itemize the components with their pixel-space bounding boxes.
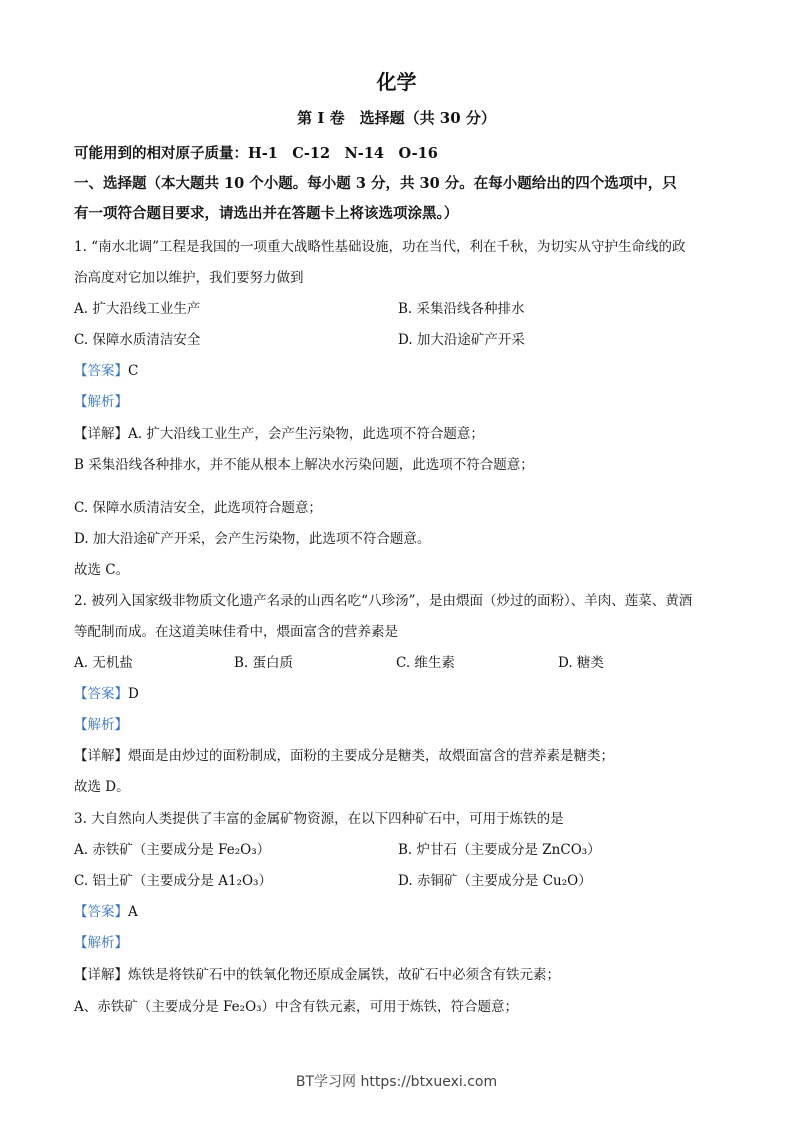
detail-text: 煨面是由炒过的面粉制成，面粉的主要成分是糖类，故煨面富含的营养素是糖类； [128,748,614,764]
page-title: 化学 [376,70,417,94]
page-subtitle: 第 I 卷 选择题（共 30 分） [297,109,496,127]
footer-watermark: BT学习网 https://btxuexi.com [295,1074,498,1090]
q2-option-c: C. 维生素 [396,655,455,671]
answer-value: D [128,686,139,702]
q1-stem-line2: 治高度对它加以维护，我们要努力做到 [74,270,304,286]
q2-stem-line2: 等配制而成。在这道美味佳肴中，煨面富含的营养素是 [74,624,398,640]
q1-option-c: C. 保障水质清洁安全 [74,332,201,348]
detail-label: 【详解】 [74,967,128,983]
q3-detail-line2: A、赤铁矿（主要成分是 Fe₂O₃）中含有铁元素，可用于炼铁，符合题意； [74,999,519,1015]
answer-value: C [128,363,139,379]
q1-analysis-label: 【解析】 [74,394,128,410]
answer-label: 【答案】 [74,686,128,702]
atomic-masses: 可能用到的相对原子质量：H-1 C-12 N-14 O-16 [74,145,438,162]
section-heading-line1: 一、选择题（本大题共 10 个小题。每小题 3 分，共 30 分。在每小题给出的四个选项中，只 [74,175,677,192]
q1-detail-line2: B 采集沿线各种排水，并不能从根本上解决水污染问题，此选项不符合题意； [74,457,534,473]
detail-label: 【详解】 [74,748,128,764]
q2-conclusion: 故选 D。 [74,779,130,795]
answer-value: A [128,904,138,920]
section-heading-line2: 有一项符合题目要求，请选出并在答题卡上将该选项涂黑。） [74,205,459,222]
q3-option-d: D. 赤铜矿（主要成分是 Cu₂O） [398,873,592,889]
answer-label: 【答案】 [74,904,128,920]
q1-detail-line3: C. 保障水质清洁安全，此选项符合题意； [74,500,322,516]
q3-option-b: B. 炉甘石（主要成分是 ZnCO₃） [398,842,601,858]
q1-detail-line4: D. 加大沿途矿产开采，会产生污染物，此选项不符合题意。 [74,531,431,547]
q1-stem-line1: 1. “南水北调”工程是我国的一项重大战略性基础设施，功在当代，利在千秋，为切实从守护生命线的政 [74,239,686,255]
q3-analysis-label: 【解析】 [74,935,128,951]
q2-option-d: D. 糖类 [558,655,604,671]
detail-text: 炼铁是将铁矿石中的铁氧化物还原成金属铁，故矿石中必须含有铁元素； [128,967,560,983]
answer-label: 【答案】 [74,363,128,379]
q1-option-d: D. 加大沿途矿产开采 [398,332,525,348]
q3-stem-line1: 3. 大自然向人类提供了丰富的金属矿物资源，在以下四种矿石中，可用于炼铁的是 [74,811,564,827]
detail-label: 【详解】 [74,426,128,442]
detail-text: A. 扩大沿线工业生产，会产生污染物，此选项不符合题意； [128,426,484,442]
q2-option-b: B. 蛋白质 [234,655,294,671]
q2-option-a: A. 无机盐 [74,655,133,671]
q3-option-c: C. 铝土矿（主要成分是 A1₂O₃） [74,873,272,889]
q3-detail-line1 [74,963,560,983]
q3-answer [74,900,138,920]
q2-answer [74,682,139,702]
q1-answer [74,359,138,379]
q2-stem-line1: 2. 被列入国家级非物质文化遗产名录的山西名吃“八珍汤”，是由煨面（炒过的面粉）、羊肉、莲菜、黄酒 [74,593,693,609]
q1-option-a: A. 扩大沿线工业生产 [74,301,201,317]
q3-option-a: A. 赤铁矿（主要成分是 Fe₂O₃） [74,842,271,858]
q2-detail-line1 [74,744,614,764]
q1-option-b: B. 采集沿线各种排水 [398,301,525,317]
q1-detail-line1 [74,422,484,442]
q2-analysis-label: 【解析】 [74,717,128,733]
q1-conclusion: 故选 C。 [74,562,130,578]
